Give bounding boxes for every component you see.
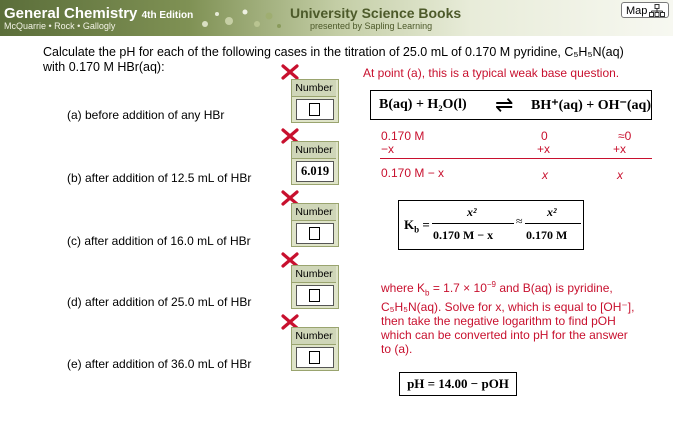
ice-initial-bh: 0: [541, 129, 548, 143]
explanation-line-3: then take the negative logarithm to find pOH: [381, 314, 616, 329]
answer-input-a[interactable]: [296, 99, 334, 120]
equation-lhs: B(aq) + H₂O(l): [379, 97, 467, 112]
authors-text: McQuarrie • Rock • Gallogly: [4, 21, 116, 31]
answer-area-c: [291, 203, 339, 247]
answer-area-e: [291, 327, 339, 371]
equilibrium-equation: [370, 90, 652, 120]
kb-denominator: 0.170 M − x: [433, 228, 494, 242]
incorrect-x-icon: [280, 64, 300, 80]
answer-area-a: [291, 79, 339, 123]
answer-input-b[interactable]: 6.019: [296, 161, 334, 182]
kb-expression: [398, 200, 584, 250]
publisher-text: University Science Books: [290, 5, 462, 21]
decorative-dots-icon: [195, 6, 285, 32]
ice-change-oh: +x: [613, 142, 627, 156]
publisher-sub-text: presented by Sapling Learning: [310, 21, 433, 31]
hint-intro: At point (a), this is a typical weak base question.: [363, 66, 620, 80]
case-b-label: (b) after addition of 12.5 mL of HBr: [67, 171, 252, 185]
case-e-label: (e) after addition of 36.0 mL of HBr: [67, 357, 252, 371]
approx-sign: ≈: [516, 214, 523, 228]
kb-numerator: x²: [467, 205, 477, 219]
book-title: [4, 5, 193, 22]
question-line-2: with 0.170 M HBr(aq):: [43, 60, 165, 74]
empty-box-icon: [309, 289, 320, 302]
answer-input-e[interactable]: [296, 347, 334, 368]
title-text: General Chemistry: [4, 5, 138, 22]
kb-numerator-2: x²: [547, 205, 557, 219]
number-label: Number: [292, 142, 336, 159]
number-label: Number: [292, 80, 336, 97]
map-tree-icon: [649, 4, 665, 17]
explanation-line-5: to (a).: [381, 342, 413, 357]
empty-box-icon: [309, 351, 320, 364]
hint-explanation: [381, 278, 656, 356]
ice-initial-oh: ≈0: [618, 129, 632, 143]
answer-input-d[interactable]: [296, 285, 334, 306]
equilibrium-arrow-icon: ⇌: [495, 92, 514, 117]
ice-equil-b: 0.170 M − x: [381, 166, 445, 180]
case-c-label: (c) after addition of 16.0 mL of HBr: [67, 234, 251, 248]
ice-equil-oh: x: [617, 168, 623, 182]
question-line-1: Calculate the pH for each of the following cases in the titration of 25.0 mL of 0.170 M pyridine, C₅H₅N(aq): [43, 45, 624, 59]
answer-input-c[interactable]: [296, 223, 334, 244]
ice-equil-bh: x: [542, 168, 548, 182]
number-label: Number: [292, 266, 336, 283]
fraction-bar: [432, 223, 514, 224]
answer-area-b: [291, 141, 339, 185]
app-header: [0, 0, 673, 36]
ice-divider: [380, 158, 652, 159]
case-d-label: (d) after addition of 25.0 mL of HBr: [67, 295, 252, 309]
explanation-line-2: C₅H₅N(aq). Solve for x, which is equal to [OH⁻],: [381, 300, 635, 315]
ice-change-bh: +x: [537, 142, 551, 156]
number-label: Number: [292, 204, 336, 221]
fraction-bar: [525, 223, 581, 224]
map-label: Map: [626, 5, 648, 17]
ice-change-b: −x: [381, 142, 395, 156]
explanation-line-4: which can be converted into pH for the answer: [381, 328, 628, 343]
edition-text: 4th Edition: [141, 10, 194, 21]
case-a-label: (a) before addition of any HBr: [67, 108, 225, 122]
number-label: Number: [292, 328, 336, 345]
answer-area-d: [291, 265, 339, 309]
empty-box-icon: [309, 103, 320, 116]
explanation-line-1: where $K_b = 1.7 \times 10^{-9}$ and B(aq) is pyridine,: [381, 280, 613, 298]
empty-box-icon: [309, 227, 320, 240]
ph-equation: pH = 14.00 − pOH: [399, 372, 517, 396]
map-button[interactable]: [621, 2, 669, 18]
ice-initial-b: 0.170 M: [381, 129, 425, 143]
kb-symbol: $K_b$ =: [404, 217, 430, 235]
equation-rhs: BH⁺(aq) + OH⁻(aq): [531, 98, 651, 113]
kb-denominator-2: 0.170 M: [526, 228, 568, 242]
